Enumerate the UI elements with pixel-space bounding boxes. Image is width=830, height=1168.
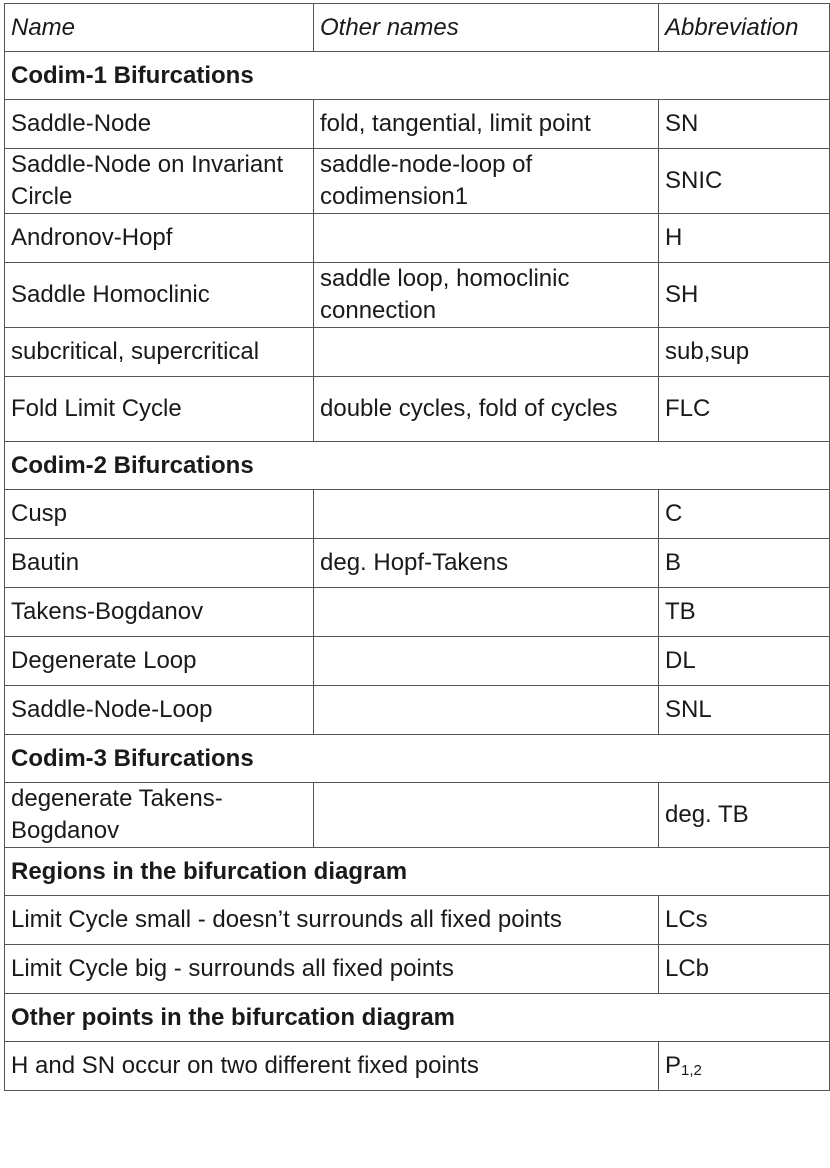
header-abbreviation: Abbreviation	[659, 4, 830, 52]
row-other-names: saddle loop, homoclinic connection	[314, 263, 659, 328]
row-name: Saddle-Node on Invariant Circle	[5, 149, 314, 214]
table-row	[5, 896, 830, 945]
section-header-codim-3	[5, 735, 830, 783]
bifurcation-table	[4, 3, 830, 1091]
row-other-names	[314, 686, 659, 735]
section-title: Codim-2 Bifurcations	[5, 442, 830, 490]
row-other-names	[314, 783, 659, 848]
section-title: Regions in the bifurcation diagram	[5, 848, 830, 896]
row-name: Fold Limit Cycle	[5, 377, 314, 442]
row-abbreviation: B	[659, 539, 830, 588]
row-abbreviation: LCb	[659, 945, 830, 994]
section-title: Codim-1 Bifurcations	[5, 52, 830, 100]
table-row	[5, 263, 830, 328]
row-abbreviation: SNIC	[659, 149, 830, 214]
table-row	[5, 490, 830, 539]
row-name: Saddle Homoclinic	[5, 263, 314, 328]
abbreviation-base: P	[665, 1052, 682, 1079]
row-name: degenerate Takens-Bogdanov	[5, 783, 314, 848]
row-name: Saddle-Node	[5, 100, 314, 149]
table-row	[5, 328, 830, 377]
row-other-names	[314, 588, 659, 637]
table-row	[5, 588, 830, 637]
row-name: Andronov-Hopf	[5, 214, 314, 263]
table-row	[5, 100, 830, 149]
row-abbreviation: sub,sup	[659, 328, 830, 377]
row-other-names	[314, 637, 659, 686]
row-abbreviation: SN	[659, 100, 830, 149]
row-abbreviation: FLC	[659, 377, 830, 442]
section-title: Codim-3 Bifurcations	[5, 735, 830, 783]
table-row	[5, 149, 830, 214]
row-name: Limit Cycle big - surrounds all fixed points	[5, 945, 659, 994]
row-other-names: fold, tangential, limit point	[314, 100, 659, 149]
row-abbreviation: TB	[659, 588, 830, 637]
row-other-names	[314, 490, 659, 539]
row-abbreviation: deg. TB	[659, 783, 830, 848]
row-other-names: double cycles, fold of cycles	[314, 377, 659, 442]
row-name: subcritical, supercritical	[5, 328, 314, 377]
row-abbreviation: SNL	[659, 686, 830, 735]
section-title: Other points in the bifurcation diagram	[5, 994, 830, 1042]
abbreviation-subscript: 1,2	[681, 1062, 702, 1079]
table-row	[5, 945, 830, 994]
row-other-names	[314, 328, 659, 377]
section-header-other-points	[5, 994, 830, 1042]
row-name: Limit Cycle small - doesn’t surrounds all fixed points	[5, 896, 659, 945]
section-header-codim-2	[5, 442, 830, 490]
row-other-names: deg. Hopf-Takens	[314, 539, 659, 588]
row-name: Cusp	[5, 490, 314, 539]
row-other-names	[314, 214, 659, 263]
row-name: H and SN occur on two different fixed points	[5, 1042, 659, 1091]
row-name: Takens-Bogdanov	[5, 588, 314, 637]
table-row	[5, 539, 830, 588]
table-row	[5, 783, 830, 848]
header-row	[5, 4, 830, 52]
row-abbreviation	[659, 1042, 830, 1091]
table-row	[5, 686, 830, 735]
row-other-names: saddle-node-loop of codimension1	[314, 149, 659, 214]
header-name: Name	[5, 4, 314, 52]
row-abbreviation: SH	[659, 263, 830, 328]
header-other-names: Other names	[314, 4, 659, 52]
row-name: Bautin	[5, 539, 314, 588]
row-abbreviation: C	[659, 490, 830, 539]
section-header-codim-1	[5, 52, 830, 100]
section-header-regions	[5, 848, 830, 896]
row-abbreviation: LCs	[659, 896, 830, 945]
row-abbreviation: DL	[659, 637, 830, 686]
row-name: Degenerate Loop	[5, 637, 314, 686]
row-abbreviation: H	[659, 214, 830, 263]
table-row	[5, 1042, 830, 1091]
table-row	[5, 637, 830, 686]
table-row	[5, 214, 830, 263]
table-row	[5, 377, 830, 442]
row-name: Saddle-Node-Loop	[5, 686, 314, 735]
